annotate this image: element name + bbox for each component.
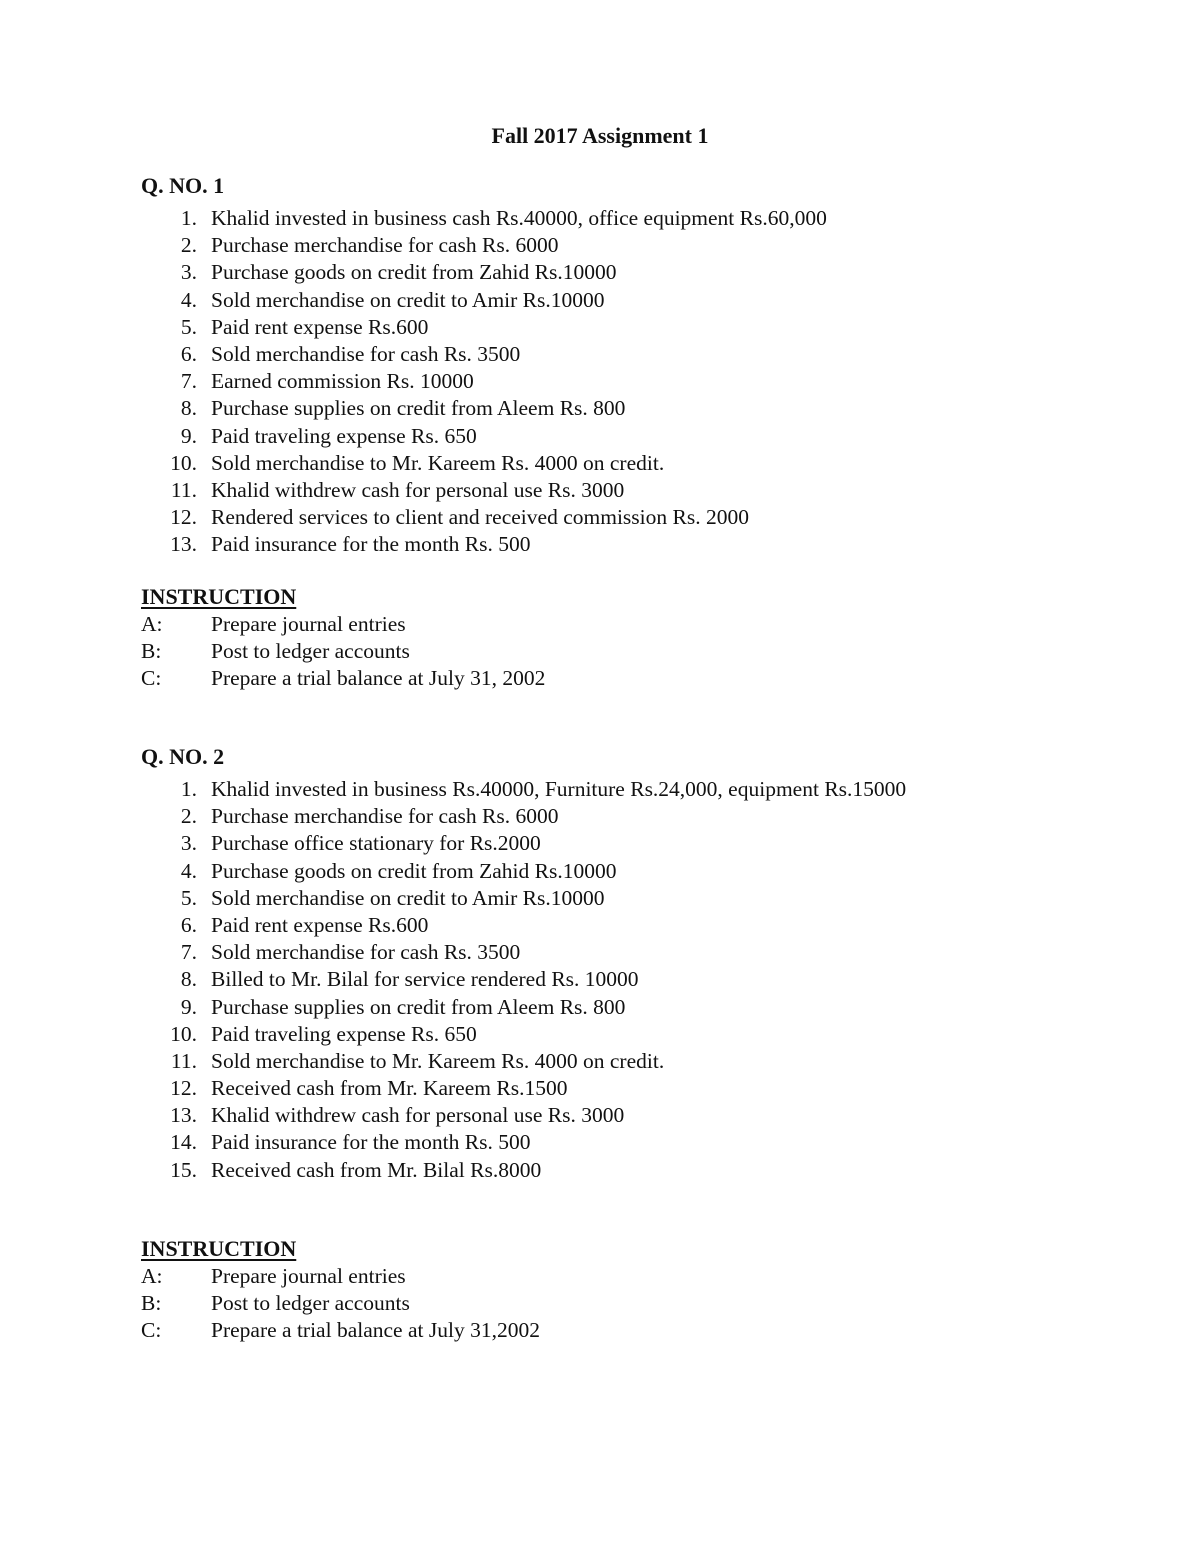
item-number: 11.: [170, 1048, 197, 1073]
item-number: 2.: [180, 233, 197, 258]
item-number: 1.: [180, 206, 197, 230]
item-number: 8.: [180, 967, 197, 992]
item-text: Sold merchandise to Mr. Kareem Rs. 4000 on credit.: [211, 450, 665, 475]
item-text: Sold merchandise for cash Rs. 3500: [211, 940, 521, 965]
item-text: Sold merchandise on credit to Amir Rs.10000: [211, 885, 605, 910]
item-text: Sold merchandise for cash Rs. 3500: [211, 341, 521, 366]
instruction-text: Prepare journal entries: [211, 1264, 406, 1288]
item-text: Purchase goods on credit from Zahid Rs.10000: [211, 858, 617, 883]
item-number: 4.: [180, 287, 197, 312]
item-text: Khalid withdrew cash for personal use Rs. 3000: [211, 477, 625, 502]
item-number: 3.: [180, 260, 197, 285]
item-number: 11.: [170, 477, 197, 502]
item-text: Sold merchandise to Mr. Kareem Rs. 4000 on credit.: [211, 1048, 665, 1073]
item-number: 5.: [180, 314, 197, 339]
item-number: 2.: [180, 804, 197, 829]
item-text: Khalid withdrew cash for personal use Rs. 3000: [211, 1103, 625, 1128]
instruction-text: Prepare a trial balance at July 31,2002: [211, 1318, 540, 1343]
item-number: 6.: [180, 341, 197, 366]
item-text: Paid traveling expense Rs. 650: [211, 423, 477, 448]
document-title: Fall 2017 Assignment 1: [491, 123, 709, 148]
instruction-letter: B:: [141, 1291, 162, 1316]
item-text: Purchase merchandise for cash Rs. 6000: [211, 804, 559, 829]
instruction-letter: B:: [141, 639, 162, 664]
instruction-text: Prepare a trial balance at July 31, 2002: [211, 666, 546, 691]
item-number: 15.: [170, 1157, 197, 1182]
item-text: Earned commission Rs. 10000: [211, 369, 474, 394]
item-number: 12.: [170, 1076, 197, 1101]
item-number: 7.: [180, 940, 197, 965]
item-number: 3.: [180, 831, 197, 856]
item-number: 8.: [180, 396, 197, 421]
item-text: Khalid invested in business Rs.40000, Furniture Rs.24,000, equipment Rs.15000: [211, 777, 907, 801]
item-text: Received cash from Mr. Kareem Rs.1500: [211, 1076, 568, 1101]
item-text: Paid rent expense Rs.600: [211, 912, 429, 937]
item-number: 10.: [170, 450, 197, 475]
item-text: Purchase office stationary for Rs.2000: [211, 831, 541, 856]
instruction-2-heading: INSTRUCTION: [141, 1236, 297, 1261]
item-text: Billed to Mr. Bilal for service rendered Rs. 10000: [211, 967, 639, 992]
instruction-letter: A:: [141, 1264, 163, 1288]
instruction-1-heading: INSTRUCTION: [141, 584, 297, 609]
instruction-text: Post to ledger accounts: [211, 639, 410, 664]
item-number: 10.: [170, 1021, 197, 1046]
item-text: Paid insurance for the month Rs. 500: [211, 532, 531, 557]
item-text: Purchase merchandise for cash Rs. 6000: [211, 233, 559, 258]
item-number: 4.: [180, 858, 197, 883]
instruction-letter: A:: [141, 612, 163, 636]
instruction-text: Prepare journal entries: [211, 612, 406, 636]
item-number: 12.: [170, 505, 197, 530]
item-text: Purchase supplies on credit from Aleem Rs. 800: [211, 994, 626, 1019]
item-number: 9.: [180, 423, 197, 448]
instruction-letter: C:: [141, 666, 162, 691]
item-text: Purchase goods on credit from Zahid Rs.10000: [211, 260, 617, 285]
item-text: Paid rent expense Rs.600: [211, 314, 429, 339]
item-number: 9.: [180, 994, 197, 1019]
item-text: Purchase supplies on credit from Aleem Rs. 800: [211, 396, 626, 421]
item-text: Sold merchandise on credit to Amir Rs.10000: [211, 287, 605, 312]
instruction-letter: C:: [141, 1318, 162, 1343]
item-number: 5.: [180, 885, 197, 910]
item-text: Paid insurance for the month Rs. 500: [211, 1130, 531, 1155]
item-number: 7.: [180, 369, 197, 394]
item-text: Received cash from Mr. Bilal Rs.8000: [211, 1157, 542, 1182]
item-text: Paid traveling expense Rs. 650: [211, 1021, 477, 1046]
item-text: Khalid invested in business cash Rs.40000, office equipment Rs.60,000: [211, 206, 827, 230]
item-number: 14.: [170, 1130, 197, 1155]
question-1-heading: Q. NO. 1: [141, 173, 225, 198]
item-number: 1.: [180, 777, 197, 801]
item-number: 6.: [180, 912, 197, 937]
instruction-text: Post to ledger accounts: [211, 1291, 410, 1316]
item-number: 13.: [170, 1103, 197, 1128]
question-2-heading: Q. NO. 2: [141, 744, 225, 769]
item-number: 13.: [170, 532, 197, 557]
item-text: Rendered services to client and received commission Rs. 2000: [211, 505, 749, 530]
